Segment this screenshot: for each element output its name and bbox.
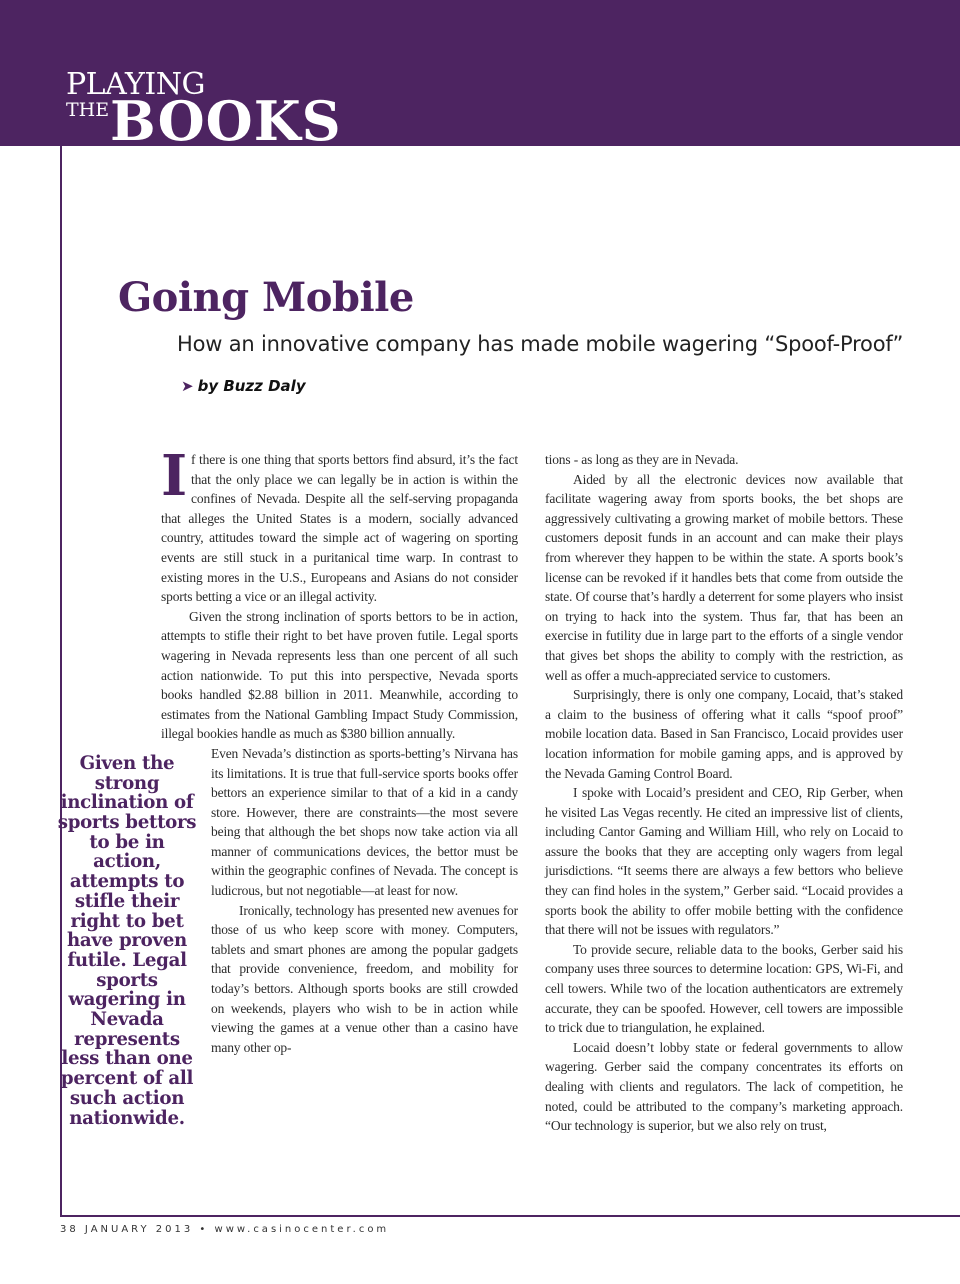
issue-date: JANUARY 2013 xyxy=(84,1224,194,1235)
page-number: 38 xyxy=(60,1224,79,1235)
paragraph: Ironically, technology has presented new avenues for those of us who keep score with money. Computers, tablets and smart phones are among the popular gadgets that provide convenience, freedom, and mobility for today’s bettors. Although sports books are still crowded on weekends, players who wish to be in action while viewing the games at a venue other than a casino have many other op- xyxy=(211,902,518,1055)
byline-text: by Buzz Daly xyxy=(197,377,306,395)
arrow-icon: ➤ xyxy=(181,377,194,395)
section-label-the: THE xyxy=(66,99,110,121)
paragraph: Aided by all the electronic devices now available that facilitate wagering away from sports books, the bet shops are aggressively cultivating a growing market of mobile bettors. These customers deposit funds in an account and can make their plays from wherever they happen to be within the state. A sports book’s license can be revoked if it handles bets that come from outside the state. Of course that’s hardly a deterrent for some players who insist on trying to hack into the system. Thus far, that has been an exercise in futility due in large part to the efforts of a single vendor that gives bet shops the ability to comply with the restriction, as well as offer a much-appreciated service to customers. xyxy=(545,471,903,683)
article-byline xyxy=(181,377,306,395)
article-column-2 xyxy=(545,450,903,1136)
paragraph: Locaid doesn’t lobby state or federal governments to allow wagering. Gerber said the company concentrates its efforts on dealing with clients and regulators. The lack of competition, he noted, could be attributed to the company’s marketing approach. “Our technology is superior, but we also rely on trust, xyxy=(545,1039,903,1134)
website-url: www.casinocenter.com xyxy=(214,1224,390,1235)
article-deck: How an innovative company has made mobile wagering “Spoof-Proof” xyxy=(177,332,904,356)
article-headline: Going Mobile xyxy=(118,274,414,321)
paragraph: tions - as long as they are in Nevada. xyxy=(545,452,739,467)
paragraph: I spoke with Locaid’s president and CEO, Rip Gerber, when he visited Las Vegas recently. He cited an impressive list of clients, including Cantor Gaming and William Hill, who rely on Locaid to assure the books that they are accepting only wagers from legal jurisdictions. “It seems there are always a few bettors who believe they can find holes in the system,” Gerber said. “Locaid provides a sports book the ability to offer mobile betting with the confidence that there will not be issues with regulators.” xyxy=(545,785,903,938)
section-label-books: BOOKS xyxy=(110,89,342,153)
paragraph: Given the strong inclination of sports bettors to be in action, attempts to stifle their right to bet have proven futile. Legal sports wagering in Nevada represents less than one percent of all such action nationwide. To put this into perspective, Nevada sports books handled $2.88 billion in 2011. Meanwhile, according to estimates from the National Gambling Impact Study Commission, illegal bookies handle as much as $380 billion annually. xyxy=(161,608,518,742)
page-footer xyxy=(60,1224,389,1235)
bottom-border-rule xyxy=(60,1215,960,1217)
article-column-1: If there is one thing that sports bettors find absurd, it’s the fact that the only place we can legally be in action is within the confines of Nevada. Despite all the self-serving propaganda that alleges the United States is a modern, socially advanced country, attitudes toward the simple act of wagering on sporting events are still stuck in a puritanical time warp. In contrast to existing mores in the U.S., Europeans and Asians do not consider sports betting a vice or an illegal activity. Given the strong inclination of sports bettors to be in action, attempts to stifle their right to bet have proven futile. Legal sports wagering in Nevada represents less than one percent of all such action nationwide. To put this into perspective, Nevada sports books handled $2.88 billion in 2011. Meanwhile, according to estimates from the National Gambling Impact Study Commission, illegal bookies handle as much as $380 billion annually. Given the strong inclination of sports bettors to be in action, attempts to stifle their right to bet have proven futile. Legal sports wagering in Nevada represents less than one percent of all such action nationwide. Even Nevada’s distinction as sports-betting’s Nirvana has its limitations. It is true that full-service sports books offer bettors an experience similar to that of a kid in a candy store. However, there are constraints—the most severe being that although the bet shops now take action via all manner of communications devices, the bettor must be within the geographic confines of Nevada. The concept is ludicrous, but not negotiable—at least for now. Ironically, technology has presented new avenues for those of us who keep score with money. Computers, tablets and smart phones are among the popular gadgets that provide convenience, freedom, and mobility for today’s bettors. Although sports books are still crowded on weekends, players who wish to be in action while viewing the games at a venue other than a casino have many other op- xyxy=(57,443,518,1129)
paragraph: To provide secure, reliable data to the books, Gerber said his company uses three sources to determine location: GPS, Wi-Fi, and cell towers. While two of the location authenticators are extremely accurate, they can be spoofed. However, cell towers are impossible to trick due to triangulation, he explained. xyxy=(545,941,903,1036)
footer-separator: • xyxy=(199,1224,209,1235)
drop-cap: I xyxy=(161,443,188,509)
pull-quote: Given the strong inclination of sports bettors to be in action, attempts to stifle their right to bet have proven futile. Legal sports wagering in Nevada represents less than one percent of all such action nationwide. xyxy=(57,752,197,1129)
paragraph: If there is one thing that sports bettors find absurd, it’s the fact that the only place we can legally be in action is within the confines of Nevada. Despite all the self-serving propaganda that alleges the United States is a modern, socially advanced country, attitudes toward the simple act of wagering on sporting events are still stuck in a puritanical time warp. In contrast to existing mores in the U.S., Europeans and Asians do not consider sports betting a vice or an illegal activity. xyxy=(161,443,518,605)
paragraph: Surprisingly, there is only one company, Locaid, that’s staked a claim to the business of offering what it calls “spoof proof” mobile location data. Based in San Francisco, Locaid provides user location information for mobile gaming apps, and is approved by the Nevada Gaming Control Board. xyxy=(545,687,903,781)
section-label-playing: PLAYING xyxy=(66,67,205,102)
